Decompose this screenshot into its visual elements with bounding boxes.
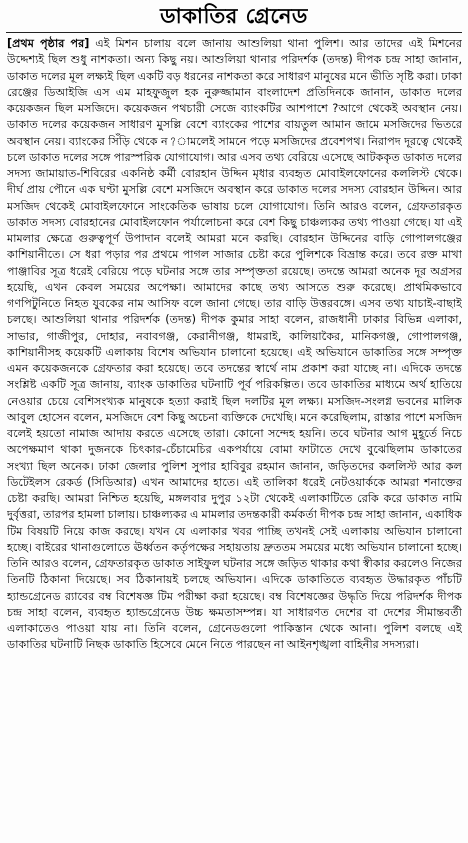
article-text: এই মিশন চালায় বলে জানায় আশুলিয়া থানা পুলিশ। আর তাদের এই মিশনের উদ্দেশ্যই ছিল শুধু নাশকতা। অন্য কিছু নয়। আশুলিয়া থানার পরিদর্শক (তদন্ত) দীপক চন্দ্র সাহা জানান, ডাকাত দলের মূল লক্ষ্যই ছিল একটি বড় ধরনের নাশকতা করে সাধারণ মানুষের মনে ভীতি সৃষ্টি করা। ঢাকা রেঞ্জের ডিআইজি এস এম মাহফুজুল হক নুরুজ্জামান বাংলাদেশ প্রতিদিনকে জানান, ডাকাত দলের কয়েকজন ছিল মসজিদে। কয়েকজন পথচারী সেজে ব্যাংকটির আশপাশে ?আগে থেকেই অবস্থান নেয়। ডাকাত দলের কয়েকজন সাধারণ মুসল্লি বেশে ব্যাংকের পাশের বায়তুল আমান জামে মসজিদের ভিতরে অবস্থান নেয়। ব্যাংকের সিঁড়ি থেকে ন?ামলেই সামনে পড়ে মসজিদের প্রবেশপথ। নিরাপদ দূরত্বে থেকেই চলে ডাকাত দলের সঙ্গে পারস্পরিক যোগাযোগ। আর এসব তথ্য বেরিয়ে এসেছে আটককৃত ডাকাত দলের সদস্য জামায়াত-শিবিরের একনিষ্ঠ কর্মী বোরহান উদ্দিন মৃধার ব্যবহৃত মোবাইলফোনের কললিস্ট থেকে। দীর্ঘ প্রায় পৌনে এক ঘণ্টা মুসল্লি বেশে মসজিদে অবস্থান করে ডাকাত দলের সদস্য বোরহান উদ্দিন। আর মসজিদ থেকেই মোবাইলফোনে সাংকেতিক ভাষায় চলে যোগাযোগ। তিনি আরও বলেন, গ্রেফতারকৃত ডাকাত সদস্য বোরহানের মোবাইলফোন পর্যালোচনা করে বেশ কিছু চাঞ্চল্যকর তথ্য পাওয়া গেছে। যা এই মামলার ক্ষেত্রে গুরুত্বপূর্ণ উপাদান বলেই আমরা মনে করছি। বোরহান উদ্দিনের বাড়ি গোপালগঞ্জের কাশিয়ানীতে। সে ধরা পড়ার পর প্রথমে পাগল সাজার চেষ্টা করে পুলিশকে বিভ্রান্ত করে। তবে রক্ত মাখা পাঞ্জাবির সূত্র ধরেই বেরিয়ে পড়ে ঘটনার সঙ্গে তার সম্পৃক্ততা রয়েছে। তদন্তে আমরা অনেক দূর অগ্রসর হয়েছি, এখন কেবল সময়ের অপেক্ষা। আমাদের কাছে তথ্য আসতে শুরু করেছে। প্রাথমিকভাবে গণপিটুনিতে নিহত যুবকের নাম আসিফ বলে জানা গেছে। তার বাড়ি উত্তরবঙ্গে। এসব তথ্য যাচাই-বাছাই চলছে। আশুলিয়া থানার পরিদর্শক (তদন্ত) দীপক কুমার সাহা বলেন, রাজধানী ঢাকার বিভিন্ন এলাকা, সাভার, গাজীপুর, দোহার, নবাবগঞ্জ, কেরানীগঞ্জ, ধামরাই, কালিয়াকৈর, মানিকগঞ্জ, গোপালগঞ্জ, কাশিয়ানীসহ কয়েকটি এলাকায় বিশেষ অভিযান চালানো হয়েছে। এই অভিযানে ডাকাতির সঙ্গে সম্পৃক্ত এমন কয়েকজনকে গ্রেফতার করা হয়েছে। তবে তদন্তের স্বার্থে নাম প্রকাশ করা যাচ্ছে না। এদিকে তদন্তে সংশ্লিষ্ট একটি সূত্র জানায়, ব্যাংক ডাকাতির ঘটনাটি পূর্ব পরিকল্পিত। তবে ডাকাতির মাধ্যমে অর্থ হাতিয়ে নেওয়ার চেয়ে বেশিসংখ্যক মানুষকে হত্যা করাই ছিল দলটির মূল লক্ষ্য। মসজিদ-সংলগ্ন ভবনের মালিক আবুল হোসেন বলেন, মসজিদে বেশ কিছু অচেনা ব্যক্তিকে দেখেছি। মনে করেছিলাম, রাস্তার পাশে মসজিদ বলেই হয়তো নামাজ আদায় করতে এসেছে তারা। কোনো সন্দেহ হয়নি। তবে ঘটনার আগ মুহূর্তে নিচে অপেক্ষমাণ থাকা দুজনকে চিৎকার-চেঁচামেচির একপর্যায়ে বোমা ফাটাতে দেখে বুঝেছিলাম ডাকাতের সংখ্যা ছিল অনেক। ঢাকা জেলার পুলিশ সুপার হাবিবুর রহমান জানান, জড়িতদের কললিস্ট আর কল ডিটেইলস রেকর্ড (সিডিআর) এখন আমাদের হাতে। এই তালিকা ধরেই নেটওয়ার্ককে আমরা শনাক্তের চেষ্টা করছি। আমরা নিশ্চিত হয়েছি, মঙ্গলবার দুপুর ১২টা থেকেই এলাকাটিতে রেকি করে ডাকাত নামি দুর্বৃত্তরা, তারপর হামলা চালায়। চাঞ্চল্যকর এ মামলার তদন্তকারী কর্মকর্তা দীপক চন্দ্র সাহা জানান, একাধিক টিম বিষয়টি নিয়ে কাজ করছে। যখন যে এলাকার খবর পাচ্ছি তখনই সেই এলাকায় অভিযান চালানো হচ্ছে। বাইরের থানাগুলোতে ঊর্ধ্বতন কর্তৃপক্ষের সহায়তায় দ্রুততম সময়ের মধ্যে অভিযান চালানো হচ্ছে। তিনি আরও বলেন, গ্রেফতারকৃত ডাকাত সাইফুল ঘটনার সঙ্গে জড়িত থাকার কথা স্বীকার করলেও নিজের তিনটি ঠিকানা দিয়েছে। সব ঠিকানায়ই চলছে অভিযান। এদিকে ডাকাতিতে ব্যবহৃত উদ্ধারকৃত পাঁচটি হ্যান্ডগ্রেনেড র‌্যাবের বম্ব বিশেষজ্ঞ টিম পরীক্ষা করা হয়েছে। বম্ব বিশেষজ্ঞের উদ্ধৃতি দিয়ে পরিদর্শক দীপক চন্দ্র সাহা বলেন, ব্যবহৃত হ্যান্ডগ্রেনেড উচ্চ ক্ষমতাসম্পন্ন। যা সাধারণত দেশের বা দেশের সীমান্তবর্তী এলাকাতেও পাওয়া যায় না। তিনি বলেন, গ্রেনেডগুলো পাকিস্তান থেকে আনা। পুলিশ বলছে এই ডাকাতির ঘটনাটি নিছক ডাকাতি হিসেবে মেনে নিতে পারছেন না আইনশৃঙ্খলা বাহিনীর সদস্যরা। [7, 37, 462, 652]
headline-divider [6, 32, 462, 33]
article-headline: ডাকাতির গ্রেনেড [160, 4, 308, 28]
continued-from-label: [প্রথম পৃষ্ঠার পর] [7, 37, 90, 50]
article-body [7, 36, 462, 839]
